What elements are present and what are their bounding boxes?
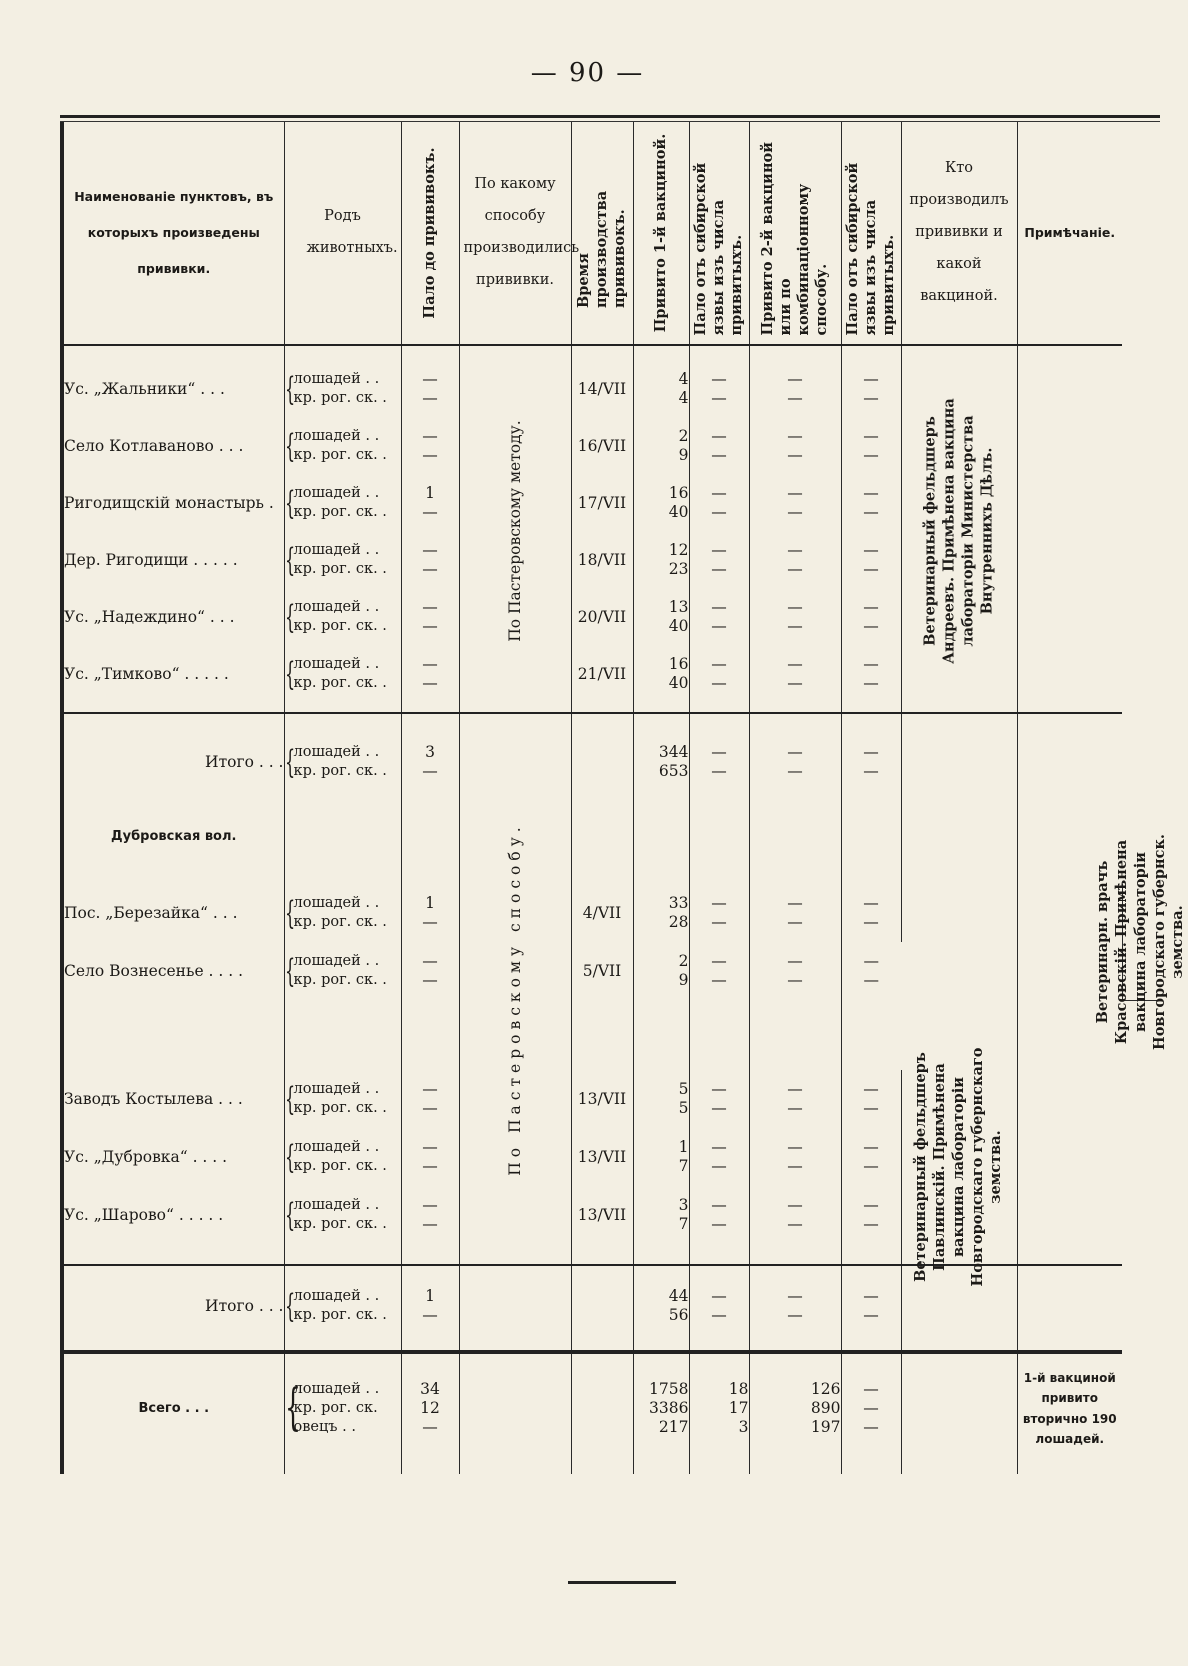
page-number: — 90 — xyxy=(530,58,645,88)
died-vacc2: — — xyxy=(841,360,901,417)
vacc2-count: — — xyxy=(749,360,841,417)
spacer-cell xyxy=(571,1265,633,1276)
animal-kind: { лошадей . . кр. рог. ск. овецъ . . xyxy=(284,1368,401,1450)
animal-kind: { лошадей . . кр. рог. ск. . xyxy=(284,1186,401,1244)
vacc1-count: 1 7 xyxy=(633,1128,689,1186)
empty-cell xyxy=(284,789,401,884)
vacc1-count: 2 9 xyxy=(633,942,689,1000)
spacer-cell xyxy=(459,1336,571,1352)
spacer-cell xyxy=(749,1000,841,1070)
spacer-cell xyxy=(749,1336,841,1352)
spacer-cell xyxy=(284,1244,401,1265)
method-cell xyxy=(459,1276,571,1336)
spacer-cell xyxy=(901,1336,1017,1352)
who-cell: Ветеринарн. врачъ Красовскій. Примѣнена вакцина лабораторіи Новгородскаго губернск. земства. xyxy=(1094,833,1187,1050)
died-before: — — xyxy=(401,588,459,645)
spacer-cell xyxy=(1017,702,1122,713)
place-name: Ус. „Надеждино“ . . . xyxy=(62,588,284,645)
vaccination-date xyxy=(571,734,633,789)
spacer-cell xyxy=(571,345,633,360)
died-before: — — xyxy=(401,645,459,702)
table-row xyxy=(62,1070,1160,1128)
vacc1-count: 5 5 xyxy=(633,1070,689,1128)
spacer-cell xyxy=(1017,1265,1122,1276)
spacer-cell xyxy=(841,713,901,734)
vacc1-count: 1758 3386 217 xyxy=(633,1368,689,1450)
vacc2-count: — — xyxy=(749,1128,841,1186)
vaccination-date: 21/VII xyxy=(571,645,633,702)
vacc1-count: 16 40 xyxy=(633,474,689,531)
spacer-cell xyxy=(901,702,1017,713)
died-vacc1: — — xyxy=(689,645,749,702)
vacc2-count: — — xyxy=(749,645,841,702)
spacer-cell xyxy=(841,1336,901,1352)
vacc2-count: — — xyxy=(749,734,841,789)
spacer-cell xyxy=(459,702,571,713)
vaccination-date: 13/VII xyxy=(571,1186,633,1244)
spacer-cell xyxy=(284,713,401,734)
spacer-cell xyxy=(841,1352,901,1368)
vaccination-date: 13/VII xyxy=(571,1128,633,1186)
spacer-cell xyxy=(633,702,689,713)
died-before: 1 — xyxy=(401,1276,459,1336)
spacer-cell xyxy=(749,1352,841,1368)
died-vacc1: 18 17 3 xyxy=(689,1368,749,1450)
spacer-cell xyxy=(62,1450,284,1474)
spacer-cell xyxy=(749,1244,841,1265)
spacer-cell xyxy=(901,1450,1017,1474)
vacc1-count: 2 9 xyxy=(633,417,689,474)
died-vacc1: — — xyxy=(689,1070,749,1128)
spacer-cell xyxy=(633,1244,689,1265)
vaccination-date: 18/VII xyxy=(571,531,633,588)
spacer-cell xyxy=(1017,713,1122,734)
spacer-cell xyxy=(284,1000,401,1070)
died-before: — — xyxy=(401,417,459,474)
vacc2-count: — — xyxy=(749,1186,841,1244)
header-died-vacc1: Пало отъ сибирской язвы изъ числа привитыхъ. xyxy=(689,122,749,345)
died-vacc1: — — xyxy=(689,588,749,645)
header-method: По какому способу производились прививки. xyxy=(459,122,571,345)
died-vacc1: — — xyxy=(689,531,749,588)
spacer-cell xyxy=(689,702,749,713)
who-cell: Ветеринарный фельдшеръ Павлинскій. Примѣнена вакцина лабораторіи Новгородскаго губернскаго земства. xyxy=(901,1070,1017,1265)
header-note: Примѣчаніе. xyxy=(1017,122,1122,345)
spacer-cell xyxy=(401,1336,459,1352)
spacer-cell xyxy=(571,1352,633,1368)
vaccination-date: 4/VII xyxy=(571,884,633,942)
spacer-cell xyxy=(689,713,749,734)
died-vacc1: — — xyxy=(689,1186,749,1244)
vacc1-count: 4 4 xyxy=(633,360,689,417)
animal-kind: { лошадей . . кр. рог. ск. . xyxy=(284,474,401,531)
vaccination-date: 16/VII xyxy=(571,417,633,474)
animal-kind: { лошадей . . кр. рог. ск. . xyxy=(284,588,401,645)
spacer-cell xyxy=(689,1352,749,1368)
vacc1-count: 344 653 xyxy=(633,734,689,789)
died-vacc2: — — xyxy=(841,884,901,942)
header-time: Время производства прививокъ. xyxy=(571,122,633,345)
died-before: 3 — xyxy=(401,734,459,789)
died-vacc2: — — xyxy=(841,588,901,645)
spacer-cell xyxy=(571,1450,633,1474)
who-cell xyxy=(901,1368,1017,1450)
died-vacc2: — — xyxy=(841,1128,901,1186)
row-spacer xyxy=(62,345,1160,360)
died-before: — — xyxy=(401,1128,459,1186)
vaccination-date: 17/VII xyxy=(571,474,633,531)
header-vacc1: Привито 1-й вакциной. xyxy=(633,122,689,345)
spacer-cell xyxy=(62,702,284,713)
spacer-cell xyxy=(401,1352,459,1368)
grand-total-label: Всего . . . xyxy=(62,1368,284,1450)
spacer-cell xyxy=(401,1265,459,1276)
empty-cell xyxy=(689,789,749,884)
spacer-cell xyxy=(571,1244,633,1265)
animal-kind: { лошадей . . кр. рог. ск. . xyxy=(284,942,401,1000)
place-name: Ус. „Шарово“ . . . . . xyxy=(62,1186,284,1244)
died-before: — — xyxy=(401,1186,459,1244)
spacer-cell xyxy=(689,1265,749,1276)
spacer-cell xyxy=(571,1336,633,1352)
spacer-cell xyxy=(284,702,401,713)
died-vacc2: — — xyxy=(841,474,901,531)
bottom-rule xyxy=(568,1581,676,1584)
animal-kind: { лошадей . . кр. рог. ск. . xyxy=(284,417,401,474)
died-vacc1: — — xyxy=(689,360,749,417)
empty-cell xyxy=(401,789,459,884)
spacer-cell xyxy=(1017,1336,1122,1352)
spacer-cell xyxy=(841,702,901,713)
grand-total-note: 1-й вакциной привито вторично 190 лошадей. xyxy=(1017,1368,1122,1450)
spacer-cell xyxy=(571,1000,633,1070)
spacer-cell xyxy=(1017,1352,1122,1368)
vaccination-table xyxy=(60,122,1187,1474)
table-row xyxy=(62,360,1160,417)
died-vacc1: — — xyxy=(689,1128,749,1186)
empty-cell xyxy=(749,789,841,884)
spacer-cell xyxy=(459,1352,571,1368)
who-cell: Ветеринарный фельдшеръ Андреевъ. Примѣнена вакцина лабораторіи Министерства Внутреннихъ Дѣлъ. xyxy=(901,360,1017,702)
died-vacc2: — — xyxy=(841,1070,901,1128)
spacer-cell xyxy=(901,345,1017,360)
animal-kind: { лошадей . . кр. рог. ск. . xyxy=(284,531,401,588)
spacer-cell xyxy=(633,1450,689,1474)
died-vacc1: — — xyxy=(689,474,749,531)
spacer-cell xyxy=(62,713,284,734)
header-vacc2: Привито 2-й вакциной или по комбинаціонному способу. xyxy=(749,122,841,345)
spacer-cell xyxy=(901,1352,1017,1368)
who-cell xyxy=(901,734,1017,942)
place-name: Ус. „Жальники“ . . . xyxy=(62,360,284,417)
animal-kind: { лошадей . . кр. рог. ск. . xyxy=(284,1128,401,1186)
total-row xyxy=(62,734,1160,789)
vacc2-count: — — xyxy=(749,1070,841,1128)
spacer-cell xyxy=(401,345,459,360)
spacer-cell xyxy=(749,1450,841,1474)
spacer-cell xyxy=(62,1352,284,1368)
place-name: Заводъ Костылева . . . xyxy=(62,1070,284,1128)
note-cell xyxy=(1017,1276,1122,1336)
spacer-cell xyxy=(284,1265,401,1276)
spacer-cell xyxy=(1017,345,1122,360)
spacer-cell xyxy=(841,1000,901,1070)
spacer-cell xyxy=(62,1336,284,1352)
spacer-cell xyxy=(284,345,401,360)
place-name: Ус. „Дубровка“ . . . . xyxy=(62,1128,284,1186)
died-vacc1: — — xyxy=(689,942,749,1000)
spacer-cell xyxy=(62,1265,284,1276)
place-name: Ригодищскій монастырь . xyxy=(62,474,284,531)
vacc1-count: 16 40 xyxy=(633,645,689,702)
row-spacer xyxy=(62,1352,1160,1368)
vaccination-date: 5/VII xyxy=(571,942,633,1000)
place-name: Село Котлаваново . . . xyxy=(62,417,284,474)
spacer-cell xyxy=(633,1265,689,1276)
row-spacer xyxy=(62,1336,1160,1352)
spacer-cell xyxy=(401,1450,459,1474)
header-who: Кто производилъ прививки и какой вакциной. xyxy=(901,122,1017,345)
died-vacc1: — — xyxy=(689,1276,749,1336)
vaccination-date: 13/VII xyxy=(571,1070,633,1128)
spacer-cell xyxy=(633,1000,689,1070)
row-spacer xyxy=(62,713,1160,734)
spacer-cell xyxy=(841,1450,901,1474)
header-died-vacc2: Пало отъ сибирской язвы изъ числа привитыхъ. xyxy=(841,122,901,345)
method-cell: По Пастеровскому методу. xyxy=(459,360,571,702)
header-died-before: Пало до прививокъ. xyxy=(401,122,459,345)
volost-name: Дубровская вол. xyxy=(62,789,284,884)
vacc2-count: 126 890 197 xyxy=(749,1368,841,1450)
died-vacc2: — — xyxy=(841,417,901,474)
spacer-cell xyxy=(62,1000,284,1070)
note-cell xyxy=(1017,360,1122,702)
spacer-cell xyxy=(689,1450,749,1474)
grand-total-row xyxy=(62,1368,1160,1450)
spacer-cell xyxy=(459,1265,571,1276)
vacc2-count: — — xyxy=(749,474,841,531)
spacer-cell xyxy=(62,345,284,360)
empty-cell xyxy=(571,789,633,884)
vacc2-count: — — xyxy=(749,417,841,474)
vaccination-date xyxy=(571,1276,633,1336)
died-before: 34 12 — xyxy=(401,1368,459,1450)
place-name: Пос. „Березайка“ . . . xyxy=(62,884,284,942)
vacc2-count: — — xyxy=(749,531,841,588)
method-cell xyxy=(459,1368,571,1450)
spacer-cell xyxy=(571,713,633,734)
died-vacc1: — — xyxy=(689,734,749,789)
spacer-cell xyxy=(901,713,1017,734)
vacc2-count: — — xyxy=(749,884,841,942)
row-spacer xyxy=(62,702,1160,713)
spacer-cell xyxy=(633,1352,689,1368)
died-before: — — xyxy=(401,360,459,417)
animal-kind: { лошадей . . кр. рог. ск. . xyxy=(284,1276,401,1336)
spacer-cell xyxy=(749,702,841,713)
died-vacc2: — — — xyxy=(841,1368,901,1450)
died-vacc1: — — xyxy=(689,884,749,942)
place-name: Село Вознесенье . . . . xyxy=(62,942,284,1000)
spacer-cell xyxy=(689,345,749,360)
animal-kind: { лошадей . . кр. рог. ск. . xyxy=(284,360,401,417)
died-vacc2: — — xyxy=(841,645,901,702)
header-animal: Родъ животныхъ. xyxy=(284,122,401,345)
empty-cell xyxy=(633,789,689,884)
spacer-cell xyxy=(633,345,689,360)
method-cell: По Пастеровскому способу. xyxy=(459,734,571,1265)
vacc2-count: — — xyxy=(749,942,841,1000)
spacer-cell xyxy=(689,1336,749,1352)
died-vacc2: — — xyxy=(841,1276,901,1336)
died-before: — — xyxy=(401,1070,459,1128)
spacer-cell xyxy=(401,713,459,734)
vacc1-count: 44 56 xyxy=(633,1276,689,1336)
animal-kind: { лошадей . . кр. рог. ск. . xyxy=(284,1070,401,1128)
vacc1-count: 3 7 xyxy=(633,1186,689,1244)
died-vacc2: — — xyxy=(841,942,901,1000)
died-vacc2: — — xyxy=(841,531,901,588)
spacer-cell xyxy=(459,713,571,734)
animal-kind: { лошадей . . кр. рог. ск. . xyxy=(284,884,401,942)
spacer-cell xyxy=(459,345,571,360)
animal-kind: { лошадей . . кр. рог. ск. . xyxy=(284,734,401,789)
row-spacer xyxy=(62,1450,1160,1474)
spacer-cell xyxy=(1017,1450,1122,1474)
died-before: — — xyxy=(401,531,459,588)
spacer-cell xyxy=(633,1336,689,1352)
died-vacc1: — — xyxy=(689,417,749,474)
spacer-cell xyxy=(401,1000,459,1070)
table-row xyxy=(62,942,1160,1000)
total-label: Итого . . . xyxy=(62,734,284,789)
spacer-cell xyxy=(284,1352,401,1368)
spacer-cell xyxy=(841,345,901,360)
vaccination-date: 20/VII xyxy=(571,588,633,645)
spacer-cell xyxy=(841,1265,901,1276)
place-name: Дер. Ригодищи . . . . . xyxy=(62,531,284,588)
spacer-cell xyxy=(749,345,841,360)
vaccination-date xyxy=(571,1368,633,1450)
died-vacc2: — — xyxy=(841,1186,901,1244)
spacer-cell xyxy=(841,1244,901,1265)
vacc2-count: — — xyxy=(749,1276,841,1336)
spacer-cell xyxy=(62,1244,284,1265)
vacc1-count: 12 23 xyxy=(633,531,689,588)
spacer-cell xyxy=(689,1000,749,1070)
vacc1-count: 33 28 xyxy=(633,884,689,942)
vaccination-date: 14/VII xyxy=(571,360,633,417)
animal-kind: { лошадей . . кр. рог. ск. . xyxy=(284,645,401,702)
spacer-cell xyxy=(284,1450,401,1474)
spacer-cell xyxy=(633,713,689,734)
vacc1-count: 13 40 xyxy=(633,588,689,645)
died-before: 1 — xyxy=(401,884,459,942)
spacer-cell xyxy=(749,713,841,734)
spacer-cell xyxy=(401,702,459,713)
header-name: Наименованіе пунктовъ, въ которыхъ произведены прививки. xyxy=(62,122,284,345)
died-vacc2: — — xyxy=(841,734,901,789)
top-rule xyxy=(60,115,1160,118)
died-before: 1 — xyxy=(401,474,459,531)
spacer-cell xyxy=(749,1265,841,1276)
total-label: Итого . . . xyxy=(62,1276,284,1336)
vacc2-count: — — xyxy=(749,588,841,645)
spacer-cell xyxy=(284,1336,401,1352)
spacer-cell xyxy=(571,702,633,713)
spacer-cell xyxy=(689,1244,749,1265)
spacer-cell xyxy=(401,1244,459,1265)
place-name: Ус. „Тимково“ . . . . . xyxy=(62,645,284,702)
empty-cell xyxy=(841,789,901,884)
spacer-cell xyxy=(459,1450,571,1474)
died-before: — — xyxy=(401,942,459,1000)
